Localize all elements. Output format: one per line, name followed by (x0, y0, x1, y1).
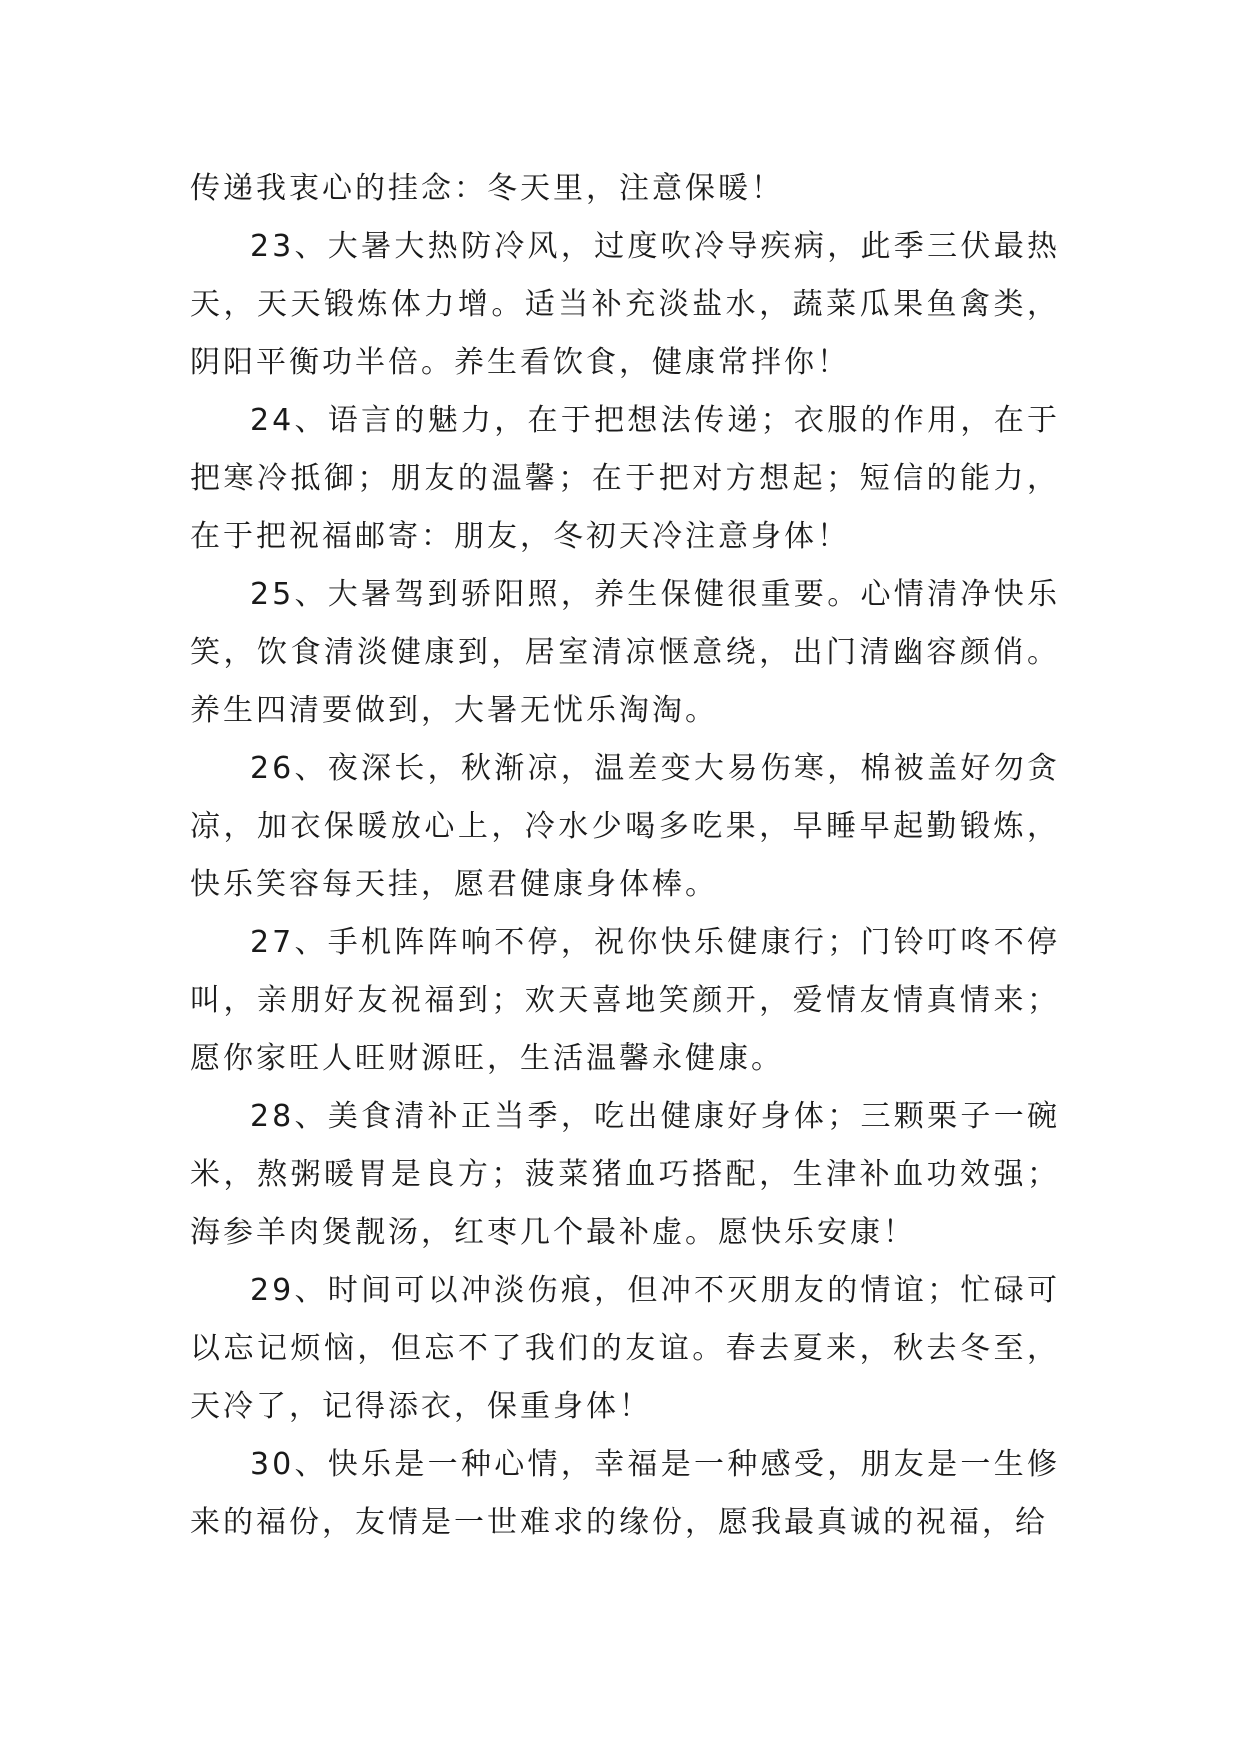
paragraph-7: 28、美食清补正当季，吃出健康好身体；三颗栗子一碗米，熬粥暖胃是良方；菠菜猪血巧搭配，生津补血功效强；海参羊肉煲靓汤，红枣几个最补虚。愿快乐安康！ (190, 1099, 1060, 1250)
paragraph-2: 23、大暑大热防冷风，过度吹冷导疾病，此季三伏最热天，天天锻炼体力增。适当补充淡盐水，蔬菜瓜果鱼禽类，阴阳平衡功半倍。养生看饮食，健康常拌你！ (190, 229, 1060, 380)
paragraph-3: 24、语言的魅力，在于把想法传递；衣服的作用，在于把寒冷抵御；朋友的温馨；在于把对方想起；短信的能力，在于把祝福邮寄：朋友，冬初天冷注意身体！ (190, 403, 1060, 554)
paragraph-1: 传递我衷心的挂念：冬天里，注意保暖！ (190, 171, 784, 206)
paragraph-4: 25、大暑驾到骄阳照，养生保健很重要。心情清净快乐笑，饮食清淡健康到，居室清凉惬意绕，出门清幽容颜俏。养生四清要做到，大暑无忧乐淘淘。 (190, 577, 1060, 728)
paragraph-5: 26、夜深长，秋渐凉，温差变大易伤寒，棉被盖好勿贪凉，加衣保暖放心上，冷水少喝多吃果，早睡早起勤锻炼，快乐笑容每天挂，愿君健康身体棒。 (190, 751, 1060, 902)
document-body (190, 160, 1060, 1552)
paragraph-9: 30、快乐是一种心情，幸福是一种感受，朋友是一生修来的福份，友情是一世难求的缘份，愿我最真诚的祝福，给 (190, 1447, 1060, 1540)
paragraph-6: 27、手机阵阵响不停，祝你快乐健康行；门铃叮咚不停叫，亲朋好友祝福到；欢天喜地笑颜开，爱情友情真情来；愿你家旺人旺财源旺，生活温馨永健康。 (190, 925, 1060, 1076)
paragraph-8: 29、时间可以冲淡伤痕，但冲不灭朋友的情谊；忙碌可以忘记烦恼，但忘不了我们的友谊。春去夏来，秋去冬至，天冷了，记得添衣，保重身体！ (190, 1273, 1060, 1424)
